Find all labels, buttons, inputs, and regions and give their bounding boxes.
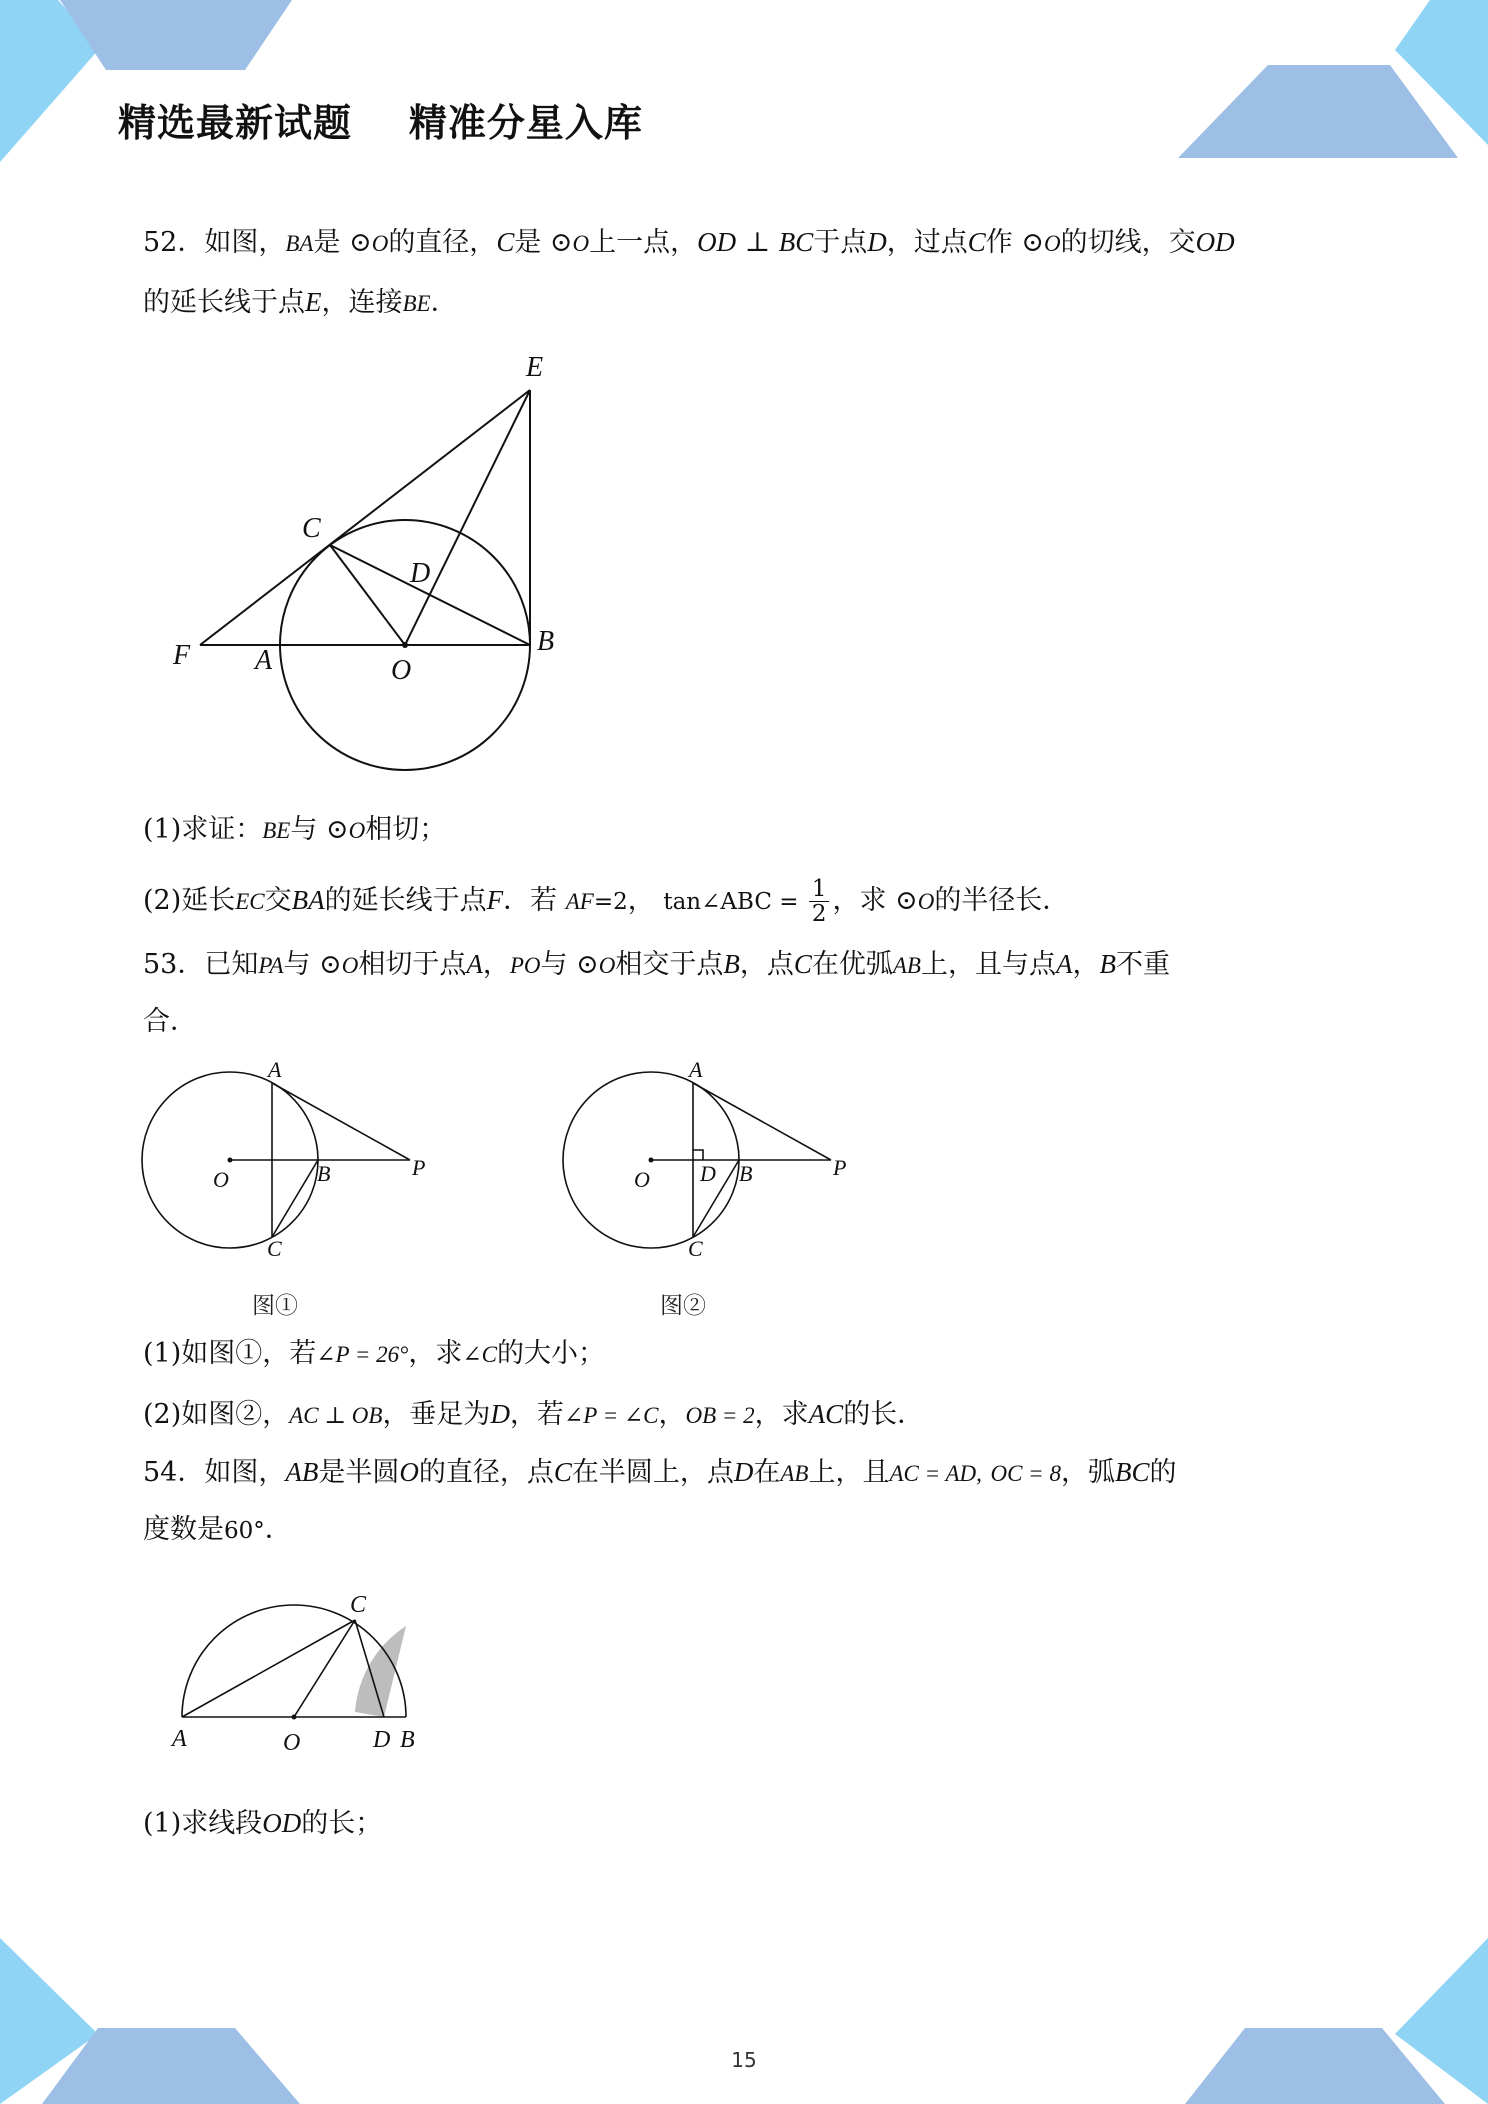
center-point-o [228,1158,233,1163]
text: 不重 [1115,949,1170,980]
math: C [496,227,515,257]
segment-oc [294,1620,355,1717]
math: PO [509,953,541,978]
label-b: B [400,1727,415,1753]
q53-figure-2 [556,1055,886,1265]
text: 相切于点 [358,949,467,980]
text: 与 [283,949,311,980]
math: A [466,949,483,979]
math: AF [565,889,594,914]
text: 是半圆 [318,1457,400,1488]
label-d: D [373,1727,391,1753]
math: ⊥ [744,227,771,258]
text: 在半圆上，点 [571,1457,734,1488]
circle-symbol: ⊙ [549,227,573,258]
label-b: B [317,1161,331,1186]
numerator: 1 [809,877,830,902]
math: OB = 2 [685,1403,755,1428]
label-c: C [267,1236,282,1261]
math: AB [285,1457,319,1487]
math: A [1055,949,1073,979]
bottom-right-decoration [1185,1938,1488,2104]
label-d: D [700,1161,716,1186]
math: OD [1195,227,1235,257]
label-o: O [391,655,412,686]
text: (1)求线段 [143,1808,263,1839]
math: O [1044,231,1061,256]
math: O [917,889,935,914]
header-title: 精选最新试题 精准分星入库 [118,101,643,145]
q52-figure [160,340,580,780]
text: 于点 [813,227,868,258]
text: ， [627,885,655,916]
math: OC = 8 [990,1461,1061,1486]
math: B [723,949,740,979]
segment-cb [272,1160,318,1237]
math: ∠P = ∠C [563,1403,659,1428]
math: E [305,287,322,317]
label-b: B [537,626,555,657]
text: ．若 [503,885,558,916]
math: F [486,885,504,915]
math: EC [235,889,265,914]
text: 54．如图， [143,1457,286,1488]
text: ，求 [408,1338,463,1369]
page-number: 15 [731,2048,757,2072]
math: OD [262,1808,302,1838]
text: 是 [313,227,341,258]
circle-symbol: ⊙ [576,949,599,980]
segment-ac [182,1620,355,1717]
q53-statement-line2: 合． [143,1006,197,1037]
text: 53．已知 [143,949,259,980]
text: ． [430,287,458,318]
math: BE [402,291,431,316]
label-o: O [283,1730,301,1756]
fraction-one-half [809,877,830,926]
math: D [733,1457,754,1487]
math: BC [778,227,814,257]
center-point-o [649,1158,654,1163]
text: ，若 [509,1399,564,1430]
text: (1)如图①，若 [143,1338,317,1369]
math: BA [285,231,314,256]
text: 在优弧 [811,949,893,980]
label-a: A [268,1057,282,1082]
label-p: P [412,1155,426,1180]
text: 的大小； [497,1338,605,1369]
q52-statement-line2 [143,282,458,324]
math: O [399,1457,419,1487]
text: ， [658,1399,686,1430]
math: O [371,231,389,256]
text: ，过点 [886,227,968,258]
label-c: C [688,1236,703,1261]
q53-figure-1 [135,1055,465,1265]
text: 的直径，点 [418,1457,554,1488]
text: 的长． [843,1399,925,1430]
text: 的 [1149,1457,1177,1488]
math: =2 [593,889,628,915]
text: 的延长线于点 [324,885,487,916]
text: ， [1072,949,1100,980]
math: O [348,818,366,843]
label-f: F [173,640,191,671]
math: PA [258,953,284,978]
math: AC = AD, [889,1461,982,1486]
q53-subquestion-1 [143,1334,605,1375]
right-angle-mark [693,1150,703,1160]
math: AC [808,1399,844,1429]
math: AC ⊥ OB [289,1403,383,1428]
text: 52．如图， [143,227,286,258]
q54-statement-line2 [143,1510,292,1551]
text: 上一点， [589,227,698,258]
segment-eo [405,390,530,645]
denominator: 2 [811,901,827,927]
math: D [490,1399,510,1429]
circle-symbol: ⊙ [349,227,372,258]
text: 的直径， [388,227,497,258]
center-point-o [292,1715,297,1720]
text: ，连接 [321,287,403,318]
math: B [1099,949,1116,979]
math-tan-abc: tan∠ABC [663,889,772,915]
q52-statement-line1 [143,222,1235,264]
segment-fe-tangent [200,390,530,645]
label-p: P [833,1155,847,1180]
text: 相交于点 [615,949,724,980]
label-o: O [634,1167,650,1192]
text: 的半径长． [934,885,1070,916]
text: 度数是 [143,1514,224,1545]
text: 交 [264,885,292,916]
math: D [867,227,887,257]
label-e: E [526,352,544,383]
label-a: A [255,645,273,676]
bottom-left-decoration [0,1938,300,2104]
text: 在 [753,1457,781,1488]
text: ，求 [832,885,887,916]
text: ，垂足为 [382,1399,491,1430]
text: 的长； [301,1808,383,1839]
text: 的切线，交 [1060,227,1196,258]
tangent-ap [693,1083,831,1160]
math: BA [291,885,325,915]
q52-subquestion-2 [143,877,1069,926]
text: 的延长线于点 [143,287,305,318]
label-c: C [350,1592,367,1618]
label-a: A [689,1057,703,1082]
circle-symbol: ⊙ [319,949,342,980]
math: ∠C [462,1342,497,1367]
math: 60° [224,1518,265,1544]
text: (2)延长 [143,885,236,916]
text: 相切； [365,814,447,845]
label-b: B [739,1161,753,1186]
circle-symbol: ⊙ [895,885,918,916]
math: O [341,953,359,978]
circle-symbol: ⊙ [325,814,349,845]
text: 是 [514,227,542,258]
text: 上，且与点 [920,949,1056,980]
q53-subquestion-2 [143,1394,924,1436]
text: 与 [540,949,568,980]
text: 与 [290,814,318,845]
label-a: A [172,1726,187,1752]
text: ，求 [754,1399,809,1430]
math: = [771,889,806,915]
q54-statement-line1 [143,1452,1176,1494]
text: ，弧 [1060,1457,1115,1488]
math: O [598,953,616,978]
math: OD [697,227,737,257]
text: ，点 [739,949,794,980]
math: C [793,949,812,979]
text: 作 [985,227,1013,258]
text: 上，且 [808,1457,890,1488]
math: BC [1114,1457,1150,1487]
q53-figure-2-caption: 图② [660,1293,706,1319]
math: BE [262,818,291,843]
q53-statement-line1 [143,944,1170,986]
q52-subquestion-1 [143,810,446,851]
text: ． [264,1514,292,1545]
center-point-o [402,642,408,648]
q54-figure [160,1585,450,1765]
tangent-ap [272,1083,410,1160]
math: ∠P = 26° [316,1342,409,1367]
math: AB [892,953,921,978]
label-o: O [213,1167,229,1192]
label-c: C [302,513,321,544]
math: O [572,231,590,256]
q53-figure-1-caption: 图① [252,1293,298,1319]
label-d: D [410,558,431,589]
math: AB [780,1461,809,1486]
math: C [553,1457,572,1487]
text: ， [482,949,510,980]
circle-symbol: ⊙ [1021,227,1045,258]
top-right-decoration [1178,0,1488,158]
segment-co [330,545,405,645]
q54-subquestion-1 [143,1803,382,1844]
text: (2)如图②， [143,1399,290,1430]
math: C [967,227,986,257]
text: (1)求证： [143,814,263,845]
